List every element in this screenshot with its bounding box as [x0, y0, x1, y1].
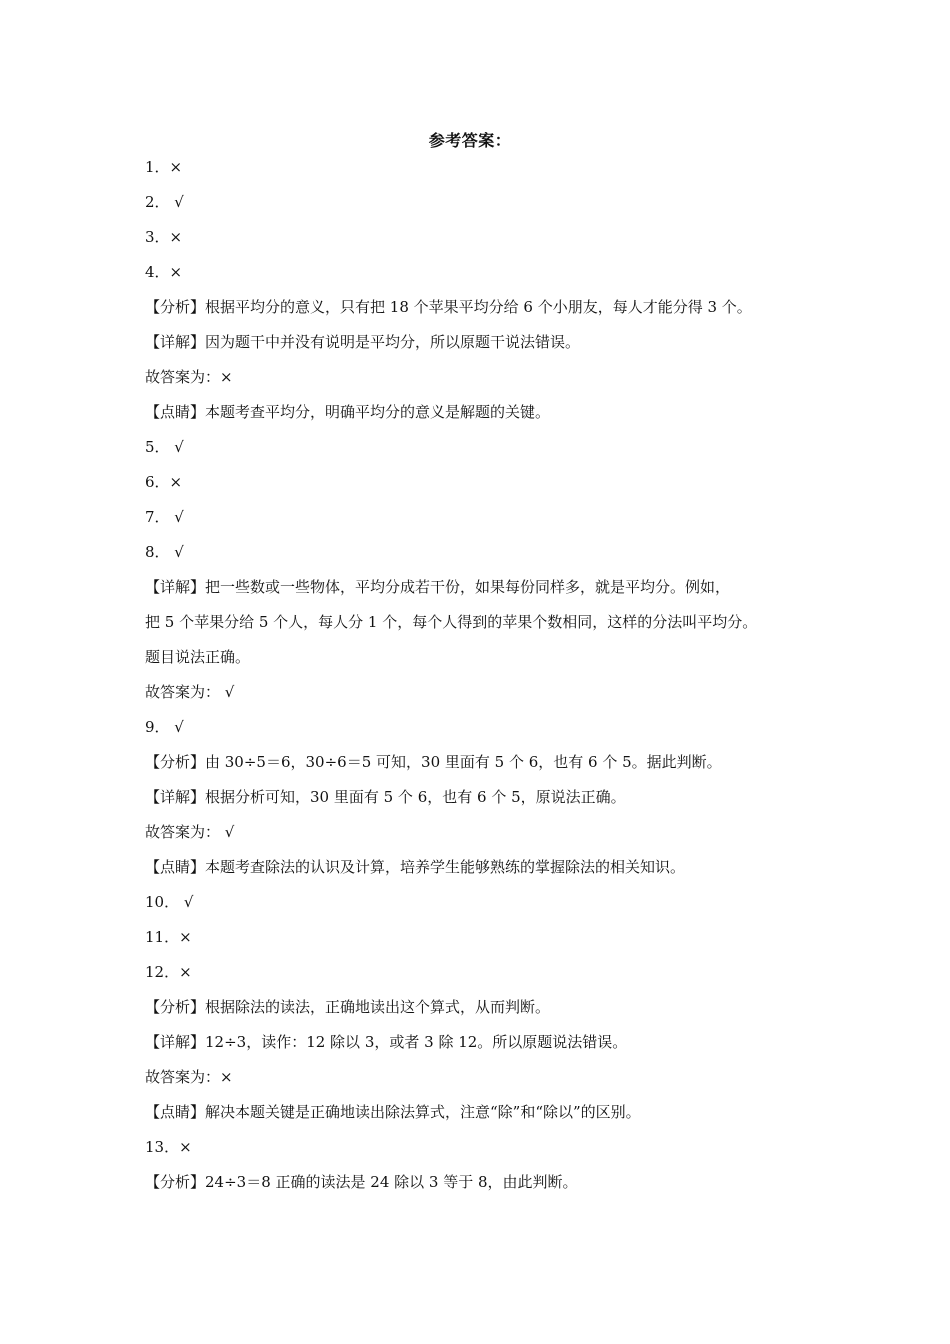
analysis-line: 【分析】根据除法的读法，正确地读出这个算式，从而判断。	[145, 998, 551, 1016]
answer-line: 6．×	[145, 473, 183, 491]
answer-line: 13．×	[145, 1138, 192, 1156]
answer-line: 2． √	[145, 193, 184, 211]
conclusion-line: 故答案为：×	[145, 1068, 233, 1086]
answer-line: 7． √	[145, 508, 184, 526]
conclusion-line: 故答案为： √	[145, 683, 235, 701]
explanation-line: 【详解】根据分析可知，30 里面有 5 个 6，也有 6 个 5，原说法正确。	[145, 788, 626, 806]
analysis-line: 【分析】24÷3＝8 正确的读法是 24 除以 3 等于 8，由此判断。	[145, 1173, 578, 1191]
analysis-line: 【分析】根据平均分的意义，只有把 18 个苹果平均分给 6 个小朋友，每人才能分得 3 个。	[145, 298, 752, 316]
answer-line: 9． √	[145, 718, 184, 736]
explanation-line: 把 5 个苹果分给 5 个人，每人分 1 个，每个人得到的苹果个数相同，这样的分法叫平均分。	[145, 613, 758, 631]
comment-line: 【点睛】解决本题关键是正确地读出除法算式，注意“除”和“除以”的区别。	[145, 1103, 641, 1121]
comment-line: 【点睛】本题考查除法的认识及计算，培养学生能够熟练的掌握除法的相关知识。	[145, 858, 686, 876]
explanation-line: 【详解】把一些数或一些物体，平均分成若干份，如果每份同样多，就是平均分。例如，	[145, 578, 731, 596]
answer-line: 10． √	[145, 893, 194, 911]
answer-line: 8． √	[145, 543, 184, 561]
comment-line: 【点睛】本题考查平均分，明确平均分的意义是解题的关键。	[145, 403, 551, 421]
answer-line: 5． √	[145, 438, 184, 456]
answer-line: 12．×	[145, 963, 192, 981]
explanation-line: 题目说法正确。	[145, 648, 251, 666]
answer-line: 1．×	[145, 158, 183, 176]
answer-line: 3．×	[145, 228, 183, 246]
answer-list	[145, 150, 825, 1200]
page-title: 参考答案：	[428, 131, 512, 150]
conclusion-line: 故答案为：×	[145, 368, 233, 386]
explanation-line: 【详解】12÷3，读作：12 除以 3，或者 3 除 12。所以原题说法错误。	[145, 1033, 628, 1051]
analysis-line: 【分析】由 30÷5＝6，30÷6＝5 可知，30 里面有 5 个 6，也有 6 个 5。据此判断。	[145, 753, 722, 771]
explanation-line: 【详解】因为题干中并没有说明是平均分，所以原题干说法错误。	[145, 333, 581, 351]
answer-line: 4．×	[145, 263, 183, 281]
answer-line: 11．×	[145, 928, 192, 946]
conclusion-line: 故答案为： √	[145, 823, 235, 841]
